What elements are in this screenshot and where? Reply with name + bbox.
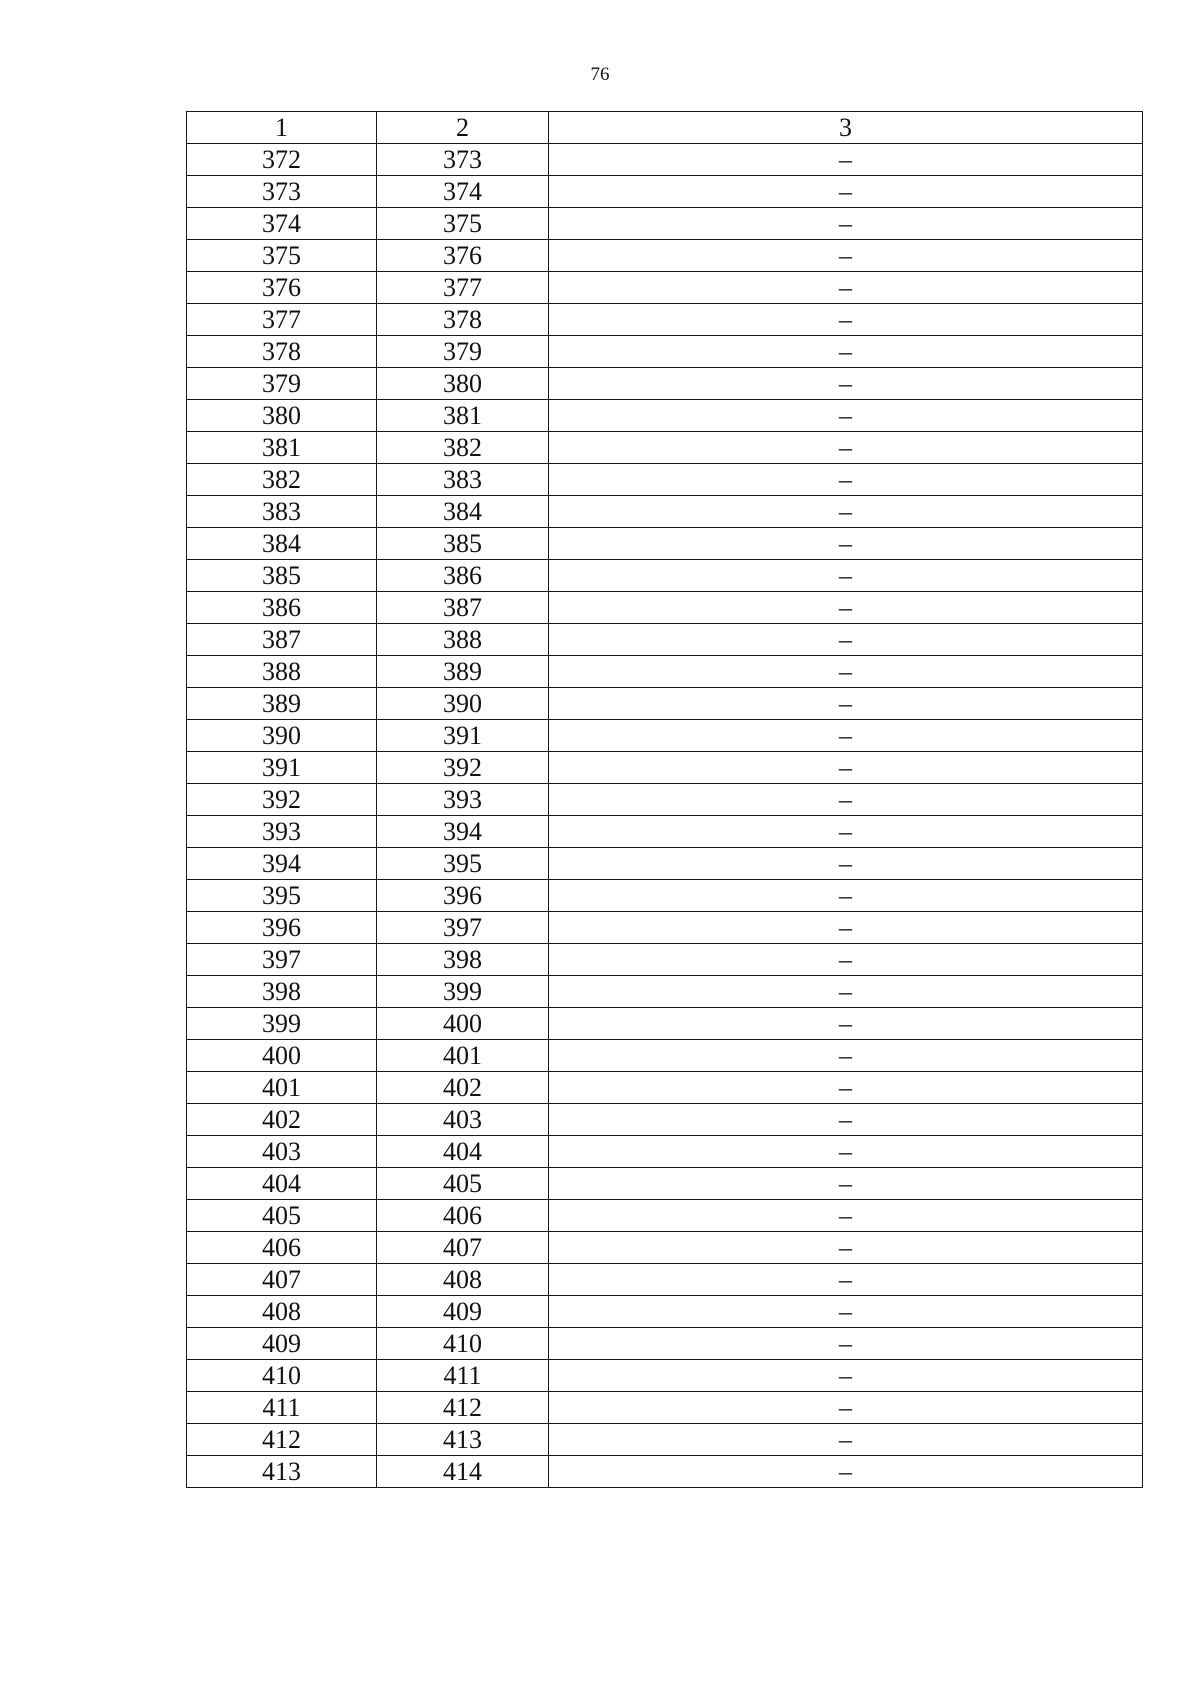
table-cell-col-3: – bbox=[549, 1136, 1143, 1168]
table-cell-col-1: 413 bbox=[187, 1456, 377, 1488]
table-cell-col-1: 384 bbox=[187, 528, 377, 560]
table-cell-col-1: 387 bbox=[187, 624, 377, 656]
table-cell-col-1: 409 bbox=[187, 1328, 377, 1360]
table-cell-col-1: 398 bbox=[187, 976, 377, 1008]
table-cell-col-2: 392 bbox=[377, 752, 549, 784]
table-row bbox=[187, 848, 1143, 880]
table-cell-col-2: 373 bbox=[377, 144, 549, 176]
table-cell-col-3: – bbox=[549, 496, 1143, 528]
table-cell-col-3: – bbox=[549, 240, 1143, 272]
table-cell-col-3: – bbox=[549, 592, 1143, 624]
table-cell-col-3: – bbox=[549, 368, 1143, 400]
table-cell-col-1: 383 bbox=[187, 496, 377, 528]
table-cell-col-2: 396 bbox=[377, 880, 549, 912]
table-row bbox=[187, 496, 1143, 528]
table-cell-col-3: – bbox=[549, 1008, 1143, 1040]
table-cell-col-2: 393 bbox=[377, 784, 549, 816]
table-cell-col-3: – bbox=[549, 272, 1143, 304]
table-row bbox=[187, 752, 1143, 784]
table-cell-col-1: 380 bbox=[187, 400, 377, 432]
table-body bbox=[187, 144, 1143, 1488]
table-cell-col-1: 391 bbox=[187, 752, 377, 784]
table-cell-col-3: – bbox=[549, 624, 1143, 656]
header-row bbox=[187, 112, 1143, 144]
table-cell-col-1: 407 bbox=[187, 1264, 377, 1296]
table-cell-col-1: 375 bbox=[187, 240, 377, 272]
table-cell-col-2: 374 bbox=[377, 176, 549, 208]
table-cell-col-1: 412 bbox=[187, 1424, 377, 1456]
table-cell-col-3: – bbox=[549, 1360, 1143, 1392]
table-cell-col-2: 401 bbox=[377, 1040, 549, 1072]
table-cell-col-1: 388 bbox=[187, 656, 377, 688]
table-row bbox=[187, 464, 1143, 496]
table-cell-col-2: 386 bbox=[377, 560, 549, 592]
table-cell-col-3: – bbox=[549, 1200, 1143, 1232]
table-cell-col-2: 389 bbox=[377, 656, 549, 688]
table-row bbox=[187, 1456, 1143, 1488]
table-row bbox=[187, 304, 1143, 336]
table-cell-col-1: 405 bbox=[187, 1200, 377, 1232]
table-cell-col-2: 397 bbox=[377, 912, 549, 944]
table-row bbox=[187, 1104, 1143, 1136]
table-cell-col-3: – bbox=[549, 208, 1143, 240]
table-cell-col-2: 383 bbox=[377, 464, 549, 496]
table-cell-col-1: 376 bbox=[187, 272, 377, 304]
table-cell-col-2: 409 bbox=[377, 1296, 549, 1328]
table-cell-col-2: 408 bbox=[377, 1264, 549, 1296]
table-cell-col-2: 382 bbox=[377, 432, 549, 464]
table-row bbox=[187, 272, 1143, 304]
table-cell-col-3: – bbox=[549, 880, 1143, 912]
table-cell-col-1: 403 bbox=[187, 1136, 377, 1168]
table-cell-col-2: 414 bbox=[377, 1456, 549, 1488]
table-cell-col-2: 380 bbox=[377, 368, 549, 400]
table-cell-col-2: 398 bbox=[377, 944, 549, 976]
table-cell-col-3: – bbox=[549, 464, 1143, 496]
table-cell-col-2: 407 bbox=[377, 1232, 549, 1264]
table-row bbox=[187, 1072, 1143, 1104]
table-cell-col-1: 397 bbox=[187, 944, 377, 976]
table-cell-col-1: 372 bbox=[187, 144, 377, 176]
table-cell-col-1: 382 bbox=[187, 464, 377, 496]
table-cell-col-1: 399 bbox=[187, 1008, 377, 1040]
table-row bbox=[187, 976, 1143, 1008]
table-cell-col-3: – bbox=[549, 1072, 1143, 1104]
table-row bbox=[187, 1200, 1143, 1232]
table-cell-col-3: – bbox=[549, 1456, 1143, 1488]
table-row bbox=[187, 1328, 1143, 1360]
table-cell-col-1: 377 bbox=[187, 304, 377, 336]
table-cell-col-3: – bbox=[549, 1040, 1143, 1072]
table-row bbox=[187, 1008, 1143, 1040]
table-cell-col-2: 375 bbox=[377, 208, 549, 240]
table-cell-col-2: 376 bbox=[377, 240, 549, 272]
table-cell-col-2: 391 bbox=[377, 720, 549, 752]
table-cell-col-3: – bbox=[549, 1328, 1143, 1360]
table-cell-col-1: 396 bbox=[187, 912, 377, 944]
table-cell-col-1: 408 bbox=[187, 1296, 377, 1328]
table-cell-col-3: – bbox=[549, 848, 1143, 880]
table-cell-col-2: 410 bbox=[377, 1328, 549, 1360]
table-row bbox=[187, 432, 1143, 464]
table-cell-col-1: 393 bbox=[187, 816, 377, 848]
table-cell-col-3: – bbox=[549, 688, 1143, 720]
table-cell-col-2: 411 bbox=[377, 1360, 549, 1392]
table-cell-col-1: 389 bbox=[187, 688, 377, 720]
table-cell-col-2: 381 bbox=[377, 400, 549, 432]
table-cell-col-2: 399 bbox=[377, 976, 549, 1008]
table-cell-col-3: – bbox=[549, 560, 1143, 592]
table-row bbox=[187, 688, 1143, 720]
table-cell-col-1: 410 bbox=[187, 1360, 377, 1392]
table-cell-col-3: – bbox=[549, 432, 1143, 464]
table-cell-col-3: – bbox=[549, 304, 1143, 336]
table-row bbox=[187, 1168, 1143, 1200]
table-row bbox=[187, 528, 1143, 560]
table-cell-col-2: 400 bbox=[377, 1008, 549, 1040]
table-cell-col-1: 404 bbox=[187, 1168, 377, 1200]
table-cell-col-3: – bbox=[549, 720, 1143, 752]
table-cell-col-3: – bbox=[549, 1264, 1143, 1296]
table-cell-col-2: 384 bbox=[377, 496, 549, 528]
table-cell-col-1: 385 bbox=[187, 560, 377, 592]
table-cell-col-2: 378 bbox=[377, 304, 549, 336]
table-cell-col-2: 377 bbox=[377, 272, 549, 304]
table-cell-col-2: 404 bbox=[377, 1136, 549, 1168]
table-cell-col-3: – bbox=[549, 400, 1143, 432]
table-cell-col-3: – bbox=[549, 656, 1143, 688]
table-cell-col-1: 411 bbox=[187, 1392, 377, 1424]
table-row bbox=[187, 208, 1143, 240]
table-cell-col-1: 381 bbox=[187, 432, 377, 464]
table-cell-col-2: 413 bbox=[377, 1424, 549, 1456]
table-cell-col-3: – bbox=[549, 912, 1143, 944]
table-header bbox=[187, 112, 1143, 144]
table-cell-col-3: – bbox=[549, 944, 1143, 976]
table-row bbox=[187, 880, 1143, 912]
table-row bbox=[187, 816, 1143, 848]
table-cell-col-2: 387 bbox=[377, 592, 549, 624]
table-cell-col-3: – bbox=[549, 528, 1143, 560]
table-row bbox=[187, 400, 1143, 432]
table-cell-col-3: – bbox=[549, 176, 1143, 208]
table-cell-col-1: 395 bbox=[187, 880, 377, 912]
table-cell-col-2: 394 bbox=[377, 816, 549, 848]
table-cell-col-3: – bbox=[549, 1168, 1143, 1200]
table-cell-col-3: – bbox=[549, 816, 1143, 848]
table-cell-col-2: 405 bbox=[377, 1168, 549, 1200]
table-cell-col-2: 385 bbox=[377, 528, 549, 560]
table-cell-col-3: – bbox=[549, 1392, 1143, 1424]
table-cell-col-3: – bbox=[549, 1104, 1143, 1136]
table-cell-col-3: – bbox=[549, 976, 1143, 1008]
table-cell-col-3: – bbox=[549, 784, 1143, 816]
table-cell-col-1: 394 bbox=[187, 848, 377, 880]
table-row bbox=[187, 720, 1143, 752]
table-cell-col-1: 390 bbox=[187, 720, 377, 752]
table-row bbox=[187, 944, 1143, 976]
table-cell-col-1: 373 bbox=[187, 176, 377, 208]
column-header-3: 3 bbox=[549, 112, 1143, 144]
table-row bbox=[187, 1040, 1143, 1072]
table-row bbox=[187, 1264, 1143, 1296]
table-row bbox=[187, 1232, 1143, 1264]
table-cell-col-3: – bbox=[549, 336, 1143, 368]
table-cell-col-2: 412 bbox=[377, 1392, 549, 1424]
data-table bbox=[186, 111, 1143, 1488]
column-header-2: 2 bbox=[377, 112, 549, 144]
table-cell-col-1: 400 bbox=[187, 1040, 377, 1072]
table-cell-col-2: 388 bbox=[377, 624, 549, 656]
table-row bbox=[187, 144, 1143, 176]
table-cell-col-3: – bbox=[549, 752, 1143, 784]
page-number: 76 bbox=[590, 64, 610, 85]
table-row bbox=[187, 1296, 1143, 1328]
table-row bbox=[187, 1424, 1143, 1456]
table-row bbox=[187, 240, 1143, 272]
table-cell-col-3: – bbox=[549, 1424, 1143, 1456]
table-cell-col-2: 406 bbox=[377, 1200, 549, 1232]
table-row bbox=[187, 336, 1143, 368]
table-row bbox=[187, 560, 1143, 592]
table-cell-col-1: 374 bbox=[187, 208, 377, 240]
table-row bbox=[187, 176, 1143, 208]
table-cell-col-1: 378 bbox=[187, 336, 377, 368]
table-cell-col-2: 402 bbox=[377, 1072, 549, 1104]
table-cell-col-1: 402 bbox=[187, 1104, 377, 1136]
table-cell-col-1: 386 bbox=[187, 592, 377, 624]
table-row bbox=[187, 1392, 1143, 1424]
table-cell-col-1: 392 bbox=[187, 784, 377, 816]
table-row bbox=[187, 368, 1143, 400]
table-row bbox=[187, 784, 1143, 816]
table-cell-col-2: 379 bbox=[377, 336, 549, 368]
table-cell-col-2: 403 bbox=[377, 1104, 549, 1136]
table-cell-col-3: – bbox=[549, 1296, 1143, 1328]
table-cell-col-2: 395 bbox=[377, 848, 549, 880]
table-cell-col-2: 390 bbox=[377, 688, 549, 720]
table-row bbox=[187, 656, 1143, 688]
table-cell-col-1: 401 bbox=[187, 1072, 377, 1104]
table-row bbox=[187, 1136, 1143, 1168]
table-row bbox=[187, 592, 1143, 624]
column-header-1: 1 bbox=[187, 112, 377, 144]
table-row bbox=[187, 1360, 1143, 1392]
table-row bbox=[187, 912, 1143, 944]
table-row bbox=[187, 624, 1143, 656]
table-cell-col-1: 406 bbox=[187, 1232, 377, 1264]
table-cell-col-3: – bbox=[549, 1232, 1143, 1264]
table-cell-col-3: – bbox=[549, 144, 1143, 176]
table-cell-col-1: 379 bbox=[187, 368, 377, 400]
